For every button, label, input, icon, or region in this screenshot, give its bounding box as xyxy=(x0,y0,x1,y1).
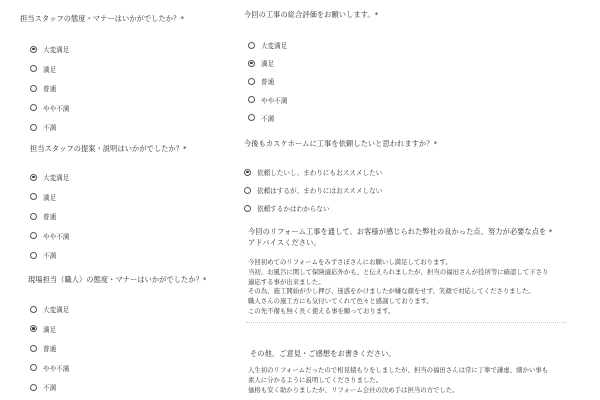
radio-option[interactable] xyxy=(30,192,56,202)
radio-empty-icon[interactable] xyxy=(30,65,37,72)
radio-option[interactable] xyxy=(248,40,287,50)
radio-empty-icon[interactable] xyxy=(248,78,255,85)
radio-option-label: 満足 xyxy=(43,193,57,202)
radio-option-label: 普通 xyxy=(43,85,57,93)
radio-empty-icon[interactable] xyxy=(30,193,37,200)
radio-option[interactable] xyxy=(30,103,69,113)
radio-option[interactable] xyxy=(30,172,69,182)
radio-option[interactable] xyxy=(30,250,56,260)
radio-selected-icon[interactable] xyxy=(30,325,37,332)
radio-option[interactable] xyxy=(30,211,56,221)
radio-selected-icon[interactable] xyxy=(30,46,37,53)
radio-option-label: 大変満足 xyxy=(261,42,288,50)
radio-option[interactable] xyxy=(30,343,56,353)
radio-option[interactable] xyxy=(30,324,56,334)
radio-option-label: 不満 xyxy=(43,252,57,260)
radio-option-label: 大変満足 xyxy=(43,306,70,314)
answer-line: 価格も安く助かりましたが、リフォーム会社の決め手は担当の方でした。 xyxy=(248,385,459,394)
radio-empty-icon[interactable] xyxy=(248,42,255,49)
radio-empty-icon[interactable] xyxy=(30,124,37,131)
answer-line: 今回初めてのリフォームをみずさぽさんにお願いし満足しております。 xyxy=(248,258,452,266)
radio-option-label: 不満 xyxy=(261,114,275,123)
radio-option-label: 大変満足 xyxy=(43,174,70,182)
question-feedback-title-1: 今回のリフォーム工事を通して、お客様が感じられた弊社の良かった点、努力が必要な点を * xyxy=(248,227,553,236)
radio-selected-icon[interactable] xyxy=(248,60,255,67)
radio-selected-icon[interactable] xyxy=(244,169,251,176)
radio-option-label: 依頼したいし、まわりにもおススメしたい xyxy=(257,169,383,177)
radio-option[interactable] xyxy=(30,304,69,314)
radio-option-label: 普通 xyxy=(261,78,275,87)
question-staff-proposal: 担当スタッフの提案・説明はいかがでしたか？* xyxy=(30,144,187,153)
radio-option-label: 不満 xyxy=(43,124,57,132)
question-feedback-title-2: アドバイスください。 xyxy=(248,238,321,247)
radio-option[interactable] xyxy=(30,382,56,392)
answer-line: 人生初のリフォームだったので相見積もりをしましたが、担当の福田さんは常に丁寧で謙虚、細かい事も xyxy=(248,366,549,374)
answer-line: 職人さんの施工方にも気付いてくれて色々と感謝しております。 xyxy=(248,297,433,306)
radio-option-label: 満足 xyxy=(43,325,57,334)
radio-option-label: 満足 xyxy=(261,60,275,69)
radio-empty-icon[interactable] xyxy=(30,85,37,92)
radio-option[interactable] xyxy=(244,185,382,195)
question-reorder-intent: 今後もカスケホームに工事を依頼したいと思われますか？* xyxy=(244,139,438,148)
question-craftsman-manner: 現場担当（職人）の態度・マナーはいかがでしたか？* xyxy=(28,275,207,284)
radio-option[interactable] xyxy=(30,44,69,54)
radio-selected-icon[interactable] xyxy=(30,174,37,181)
radio-option[interactable] xyxy=(248,76,274,86)
answer-line: 当初、お風呂に関して保険適応外かも、と伝えられましたが、担当の福田さんが役所等に確認して下さり xyxy=(248,267,549,276)
divider xyxy=(246,322,566,323)
radio-option-label: 普通 xyxy=(43,345,57,353)
radio-option[interactable] xyxy=(30,64,56,74)
radio-option-label: 普通 xyxy=(43,213,57,221)
radio-empty-icon[interactable] xyxy=(248,96,255,103)
radio-empty-icon[interactable] xyxy=(30,213,37,220)
radio-empty-icon[interactable] xyxy=(30,306,37,313)
radio-option-label: 依頼はするが、まわりにはおススメしない xyxy=(257,187,383,195)
feedback-answer xyxy=(248,258,548,317)
radio-option-label: 不満 xyxy=(43,384,57,392)
radio-option-label: やや不満 xyxy=(261,96,288,105)
answer-line: この先不備も無く長く使える事を願っております。 xyxy=(248,306,395,315)
radio-empty-icon[interactable] xyxy=(244,205,251,212)
radio-option-label: 大変満足 xyxy=(43,46,70,54)
question-staff-manner: 担当スタッフの態度・マナーはいかがでしたか？* xyxy=(20,14,185,23)
radio-option[interactable] xyxy=(248,113,274,123)
radio-empty-icon[interactable] xyxy=(248,114,255,121)
radio-empty-icon[interactable] xyxy=(30,384,37,391)
radio-option-label: 依頼するかはわからない xyxy=(257,205,330,213)
radio-option[interactable] xyxy=(244,203,330,213)
radio-option-label: 満足 xyxy=(43,65,57,74)
radio-empty-icon[interactable] xyxy=(30,345,37,352)
radio-option[interactable] xyxy=(248,58,274,68)
radio-option[interactable] xyxy=(30,122,56,132)
radio-option[interactable] xyxy=(30,231,69,241)
answer-line: 適応する事が出来ました。 xyxy=(248,277,325,286)
answer-line: 素人に分かるように説明してくださりました。 xyxy=(248,375,383,384)
question-comments: その他、ご意見・ご感想をお書きください。 xyxy=(250,349,396,358)
comments-answer xyxy=(248,366,548,395)
radio-empty-icon[interactable] xyxy=(244,187,251,194)
radio-option[interactable] xyxy=(30,83,56,93)
radio-option[interactable] xyxy=(244,167,382,177)
answer-line: その為、施工開始が少し押び、迷惑をかけましたが嫌な顔をせず、笑顔で対応してくださりました。 xyxy=(248,287,535,296)
radio-empty-icon[interactable] xyxy=(30,252,37,259)
question-overall-rating: 今回の工事の総合評価をお願いします。* xyxy=(244,10,379,19)
radio-empty-icon[interactable] xyxy=(30,104,37,111)
radio-option-label: やや不満 xyxy=(43,364,70,373)
radio-option-label: やや不満 xyxy=(43,232,70,241)
radio-option[interactable] xyxy=(248,95,287,105)
radio-option[interactable] xyxy=(30,363,69,373)
radio-empty-icon[interactable] xyxy=(30,232,37,239)
radio-option-label: やや不満 xyxy=(43,104,70,113)
radio-empty-icon[interactable] xyxy=(30,364,37,371)
